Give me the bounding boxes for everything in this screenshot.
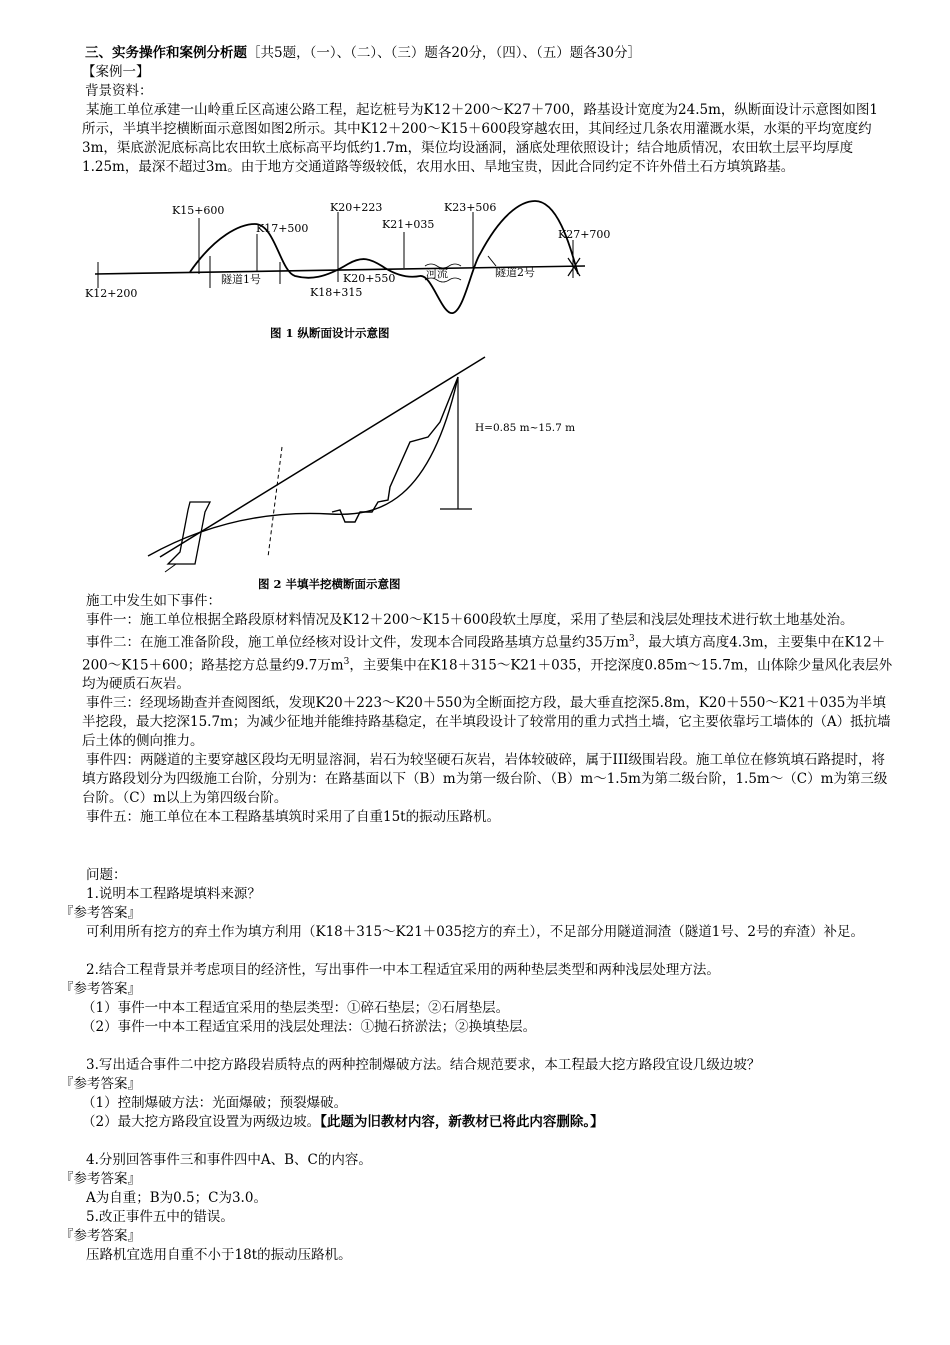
event-5: 事件五：施工单位在本工程路基填筑时采用了自重15t的振动压路机。 [86,809,501,825]
label-k15600: K15+600 [172,204,225,217]
ground-curve [148,377,458,556]
figure1-profile-diagram [80,196,610,346]
retaining-wall [168,502,210,564]
answer-1: 可利用所有挖方的弃土作为填方利用（K18＋315～K21＋035挖方的弃土），不足部分用隧道洞渣（隧道1号、2号的弃渣）补足。 [86,924,864,940]
event-1: 事件一：施工单位根据全路段原材料情况及K12＋200～K15＋600段软土厚度，采用了垫层和浅层处理技术进行软土地基处治。 [86,612,854,628]
label-k18315: K18+315 [310,286,363,299]
label-k21035: K21+035 [382,218,435,231]
background-label: 背景资料： [85,83,153,99]
background-text: 某施工单位承建一山岭重丘区高速公路工程，起讫桩号为K12＋200～K27＋700，路基设计宽度为24.5m，纵断面设计示意图如图1所示，半填半挖横断面示意图如图2所示。其中K12＋200～K15＋600段穿越农田，其间经过几条农用灌溉水渠，水渠的平均宽度约3m，渠底淤泥底标高比农田软土底标高平均低约1.7m，渠位均设涵洞，涵底处理依照设计；结合地质情况，农田软土层平均厚度1.25m，最深不超过3m。由于地方交通道路等级较低，农用水田、旱地宝贵，因此合同约定不许外借土石方填筑路基。 [82,102,879,175]
events-section [82,592,894,827]
question-3: 3.写出适合事件二中挖方路段岩质特点的两种控制爆破方法。结合规范要求，本工程最大挖方路段宜设几级边坡？ [86,1057,761,1073]
section-title: 三、实务操作和案例分析题 [85,45,247,61]
question-1: 1.说明本工程路堤填料来源？ [86,886,261,902]
figure2-caption: 图 2 半填半挖横断面示意图 [258,577,401,591]
answer-label-4: 『参考答案』 [60,1171,141,1187]
answer-5: 压路机宜选用自重不小于18t的振动压路机。 [86,1247,352,1263]
qa-label: 问题： [86,867,127,883]
label-k20550: K20+550 [343,272,396,285]
answer-2-1: （1）事件一中本工程适宜采用的垫层类型：①碎石垫层；②石屑垫层。 [82,1000,510,1016]
label-tunnel2: 隧道2号 [495,266,535,279]
background-paragraph [82,101,890,177]
event-4: 事件四：两隧道的主要穿越区段均无明显溶洞，岩石为较坚硬石灰岩，岩体较破碎，属于III级围岩段。施工单位在修筑填石路提时，将填方路段划分为四级施工台阶，分别为：在路基面以下（B）m为第一级台阶、（B）m～1.5m为第二级台阶，1.5m～（C）m为第三级台阶。（C）m以上为第四级台阶。 [82,752,888,806]
qa-section [60,866,894,1265]
answer-label-3: 『参考答案』 [60,1076,141,1092]
event-3: 事件三：经现场勘查并查阅图纸，发现K20＋223～K20＋550为全断面挖方段，最大垂直挖深5.8m，K20＋550～K21＋035为半填半挖段，最大挖深15.7m；为减少征地并能维持路基稳定，在半填段设计了较常用的重力式挡土墙，它主要依靠圬工墙体的（A）抵抗墙后土体的侧向推力。 [82,695,891,749]
question-5: 5.改正事件五中的错误。 [86,1209,234,1225]
question-4: 4.分别回答事件三和事件四中A、B、C的内容。 [86,1152,372,1168]
question-2: 2.结合工程背景并考虑项目的经济性，写出事件一中本工程适宜采用的两种垫层类型和两种浅层处理方法。 [86,962,720,978]
label-river: 河流 [426,267,448,280]
answer-2-2: （2）事件一中本工程适宜采用的浅层处理法：①抛石挤淤法；②换填垫层。 [82,1019,537,1035]
section-note: ［共5题，（一）、（二）、（三）题各20分，（四）、（五）题各30分］ [247,45,641,61]
design-slope-line [160,357,485,557]
label-k27700: K27+700 [558,228,610,241]
section-title-line [82,44,894,63]
height-label: H=0.85 m~15.7 m [475,422,576,434]
label-k12200: K12+200 [85,287,138,300]
section-header [82,44,894,101]
answer-4: A为自重；B为0.5；C为3.0。 [86,1190,267,1206]
case-label: 【案例一】 [82,64,150,80]
figure1-caption: 图 1 纵断面设计示意图 [270,326,390,340]
answer-label-2: 『参考答案』 [60,981,141,997]
answer-label-5: 『参考答案』 [60,1228,141,1244]
label-k20223: K20+223 [330,201,383,214]
answer-3-2: （2）最大挖方路段宜设置为两级边坡。【此题为旧教材内容，新教材已将此内容删除。】 [82,1114,604,1130]
label-tunnel1: 隧道1号 [221,273,261,286]
answer-3-1: （1）控制爆破方法：光面爆破；预裂爆破。 [82,1095,348,1111]
event-2: 事件二：在施工准备阶段，施工单位经核对设计文件，发现本合同段路基填方总量约35万$m^3$，最大填方高度4.3m，主要集中在K12＋200～K15＋600；路基挖方总量约9.7万$m^3$，主要集中在K18＋315～K21＋035，开挖深度0.85m～15.7m，山体除少量风化表层外均为硬质石灰岩。 [82,634,893,692]
label-k17500: K17+500 [256,222,309,235]
figure2-cross-section-diagram [140,352,580,594]
label-k23506: K23+506 [444,201,497,214]
answer-label-1: 『参考答案』 [60,905,141,921]
events-intro: 施工中发生如下事件： [86,593,221,609]
